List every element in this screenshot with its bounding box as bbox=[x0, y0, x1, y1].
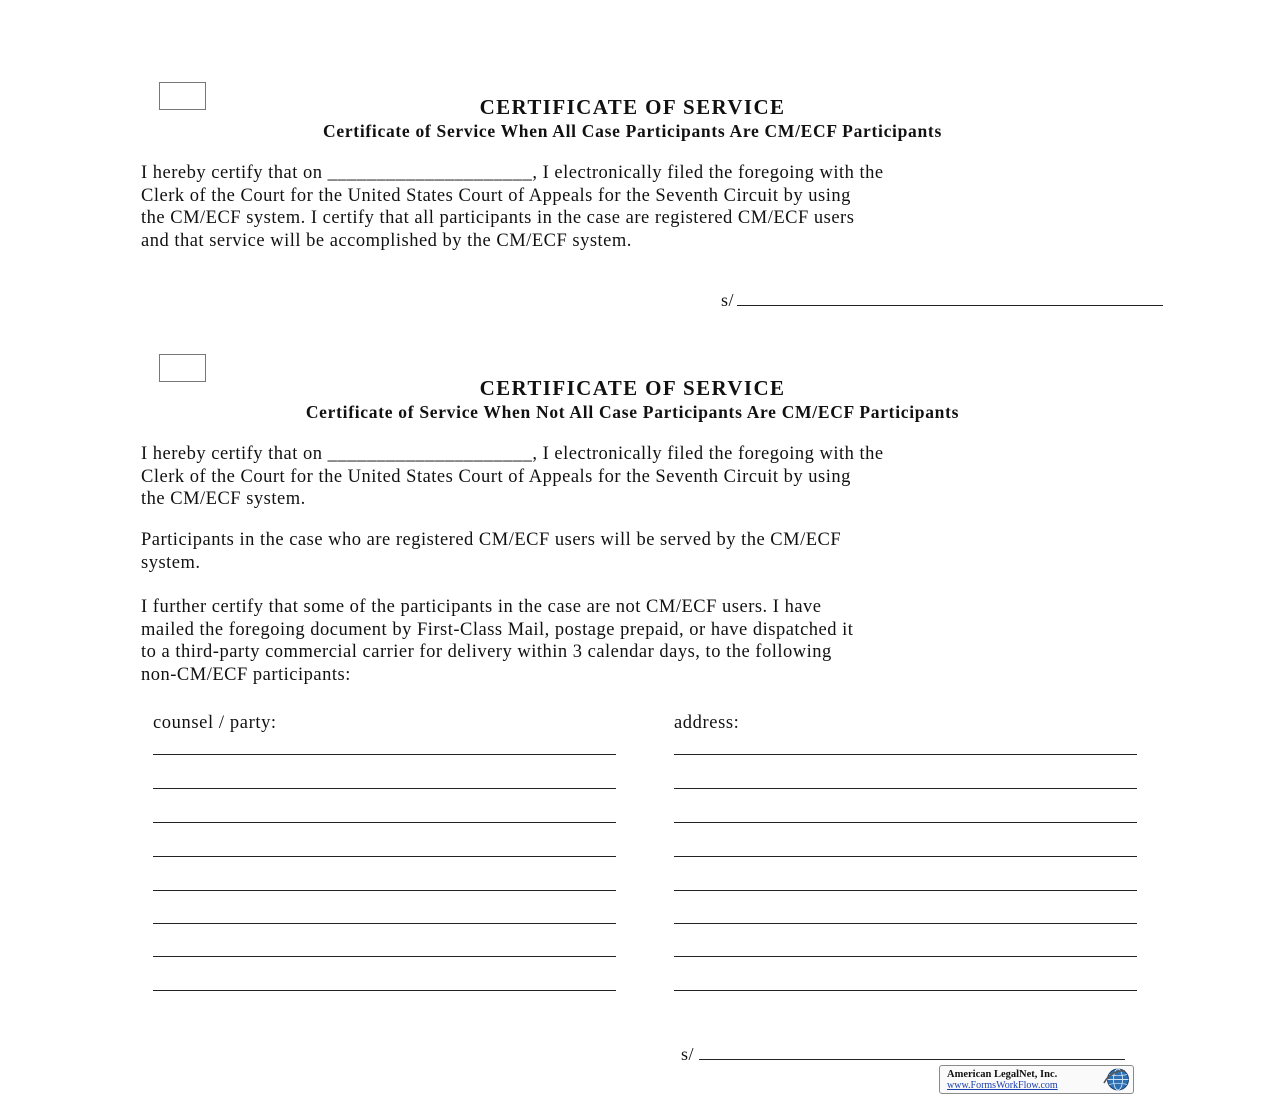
section2-paragraph-1 bbox=[141, 443, 1151, 511]
paragraph-line: to a third-party commercial carrier for delivery within 3 calendar days, to the following bbox=[141, 642, 832, 662]
section1-title: CERTIFICATE OF SERVICE bbox=[479, 95, 786, 119]
globe-icon bbox=[1101, 1067, 1131, 1092]
address-line[interactable] bbox=[674, 754, 1137, 755]
section2-paragraph-2 bbox=[141, 529, 1151, 574]
paragraph-line: I further certify that some of the participants in the case are not CM/ECF users. I have bbox=[141, 597, 822, 617]
address-line[interactable] bbox=[674, 890, 1137, 891]
paragraph-line: and that service will be accomplished by the CM/ECF system. bbox=[141, 230, 632, 251]
address-line[interactable] bbox=[674, 956, 1137, 957]
section2-signature-label: s/ bbox=[681, 1044, 695, 1064]
address-line[interactable] bbox=[674, 822, 1137, 823]
paragraph-line: the CM/ECF system. bbox=[141, 489, 306, 509]
paragraph-line: system. bbox=[141, 552, 201, 573]
badge-url-link[interactable]: www.FormsWorkFlow.com bbox=[947, 1080, 1058, 1091]
counsel-party-line[interactable] bbox=[153, 822, 616, 823]
paragraph-line: Clerk of the Court for the United States Court of Appeals for the Seventh Circuit by using bbox=[141, 466, 851, 487]
section1-subtitle: Certificate of Service When All Case Participants Are CM/ECF Participants bbox=[323, 121, 942, 141]
section2-signature-line[interactable] bbox=[699, 1059, 1125, 1060]
counsel-party-line[interactable] bbox=[153, 990, 616, 991]
paragraph-line: Clerk of the Court for the United States Court of Appeals for the Seventh Circuit by using bbox=[141, 185, 851, 206]
paragraph-line: I hereby certify that on _____________________, I electronically filed the foregoing with the bbox=[141, 163, 884, 183]
paragraph-line: the CM/ECF system. I certify that all participants in the case are registered CM/ECF users bbox=[141, 208, 855, 228]
section1-signature-line[interactable] bbox=[737, 305, 1163, 306]
address-line[interactable] bbox=[674, 923, 1137, 924]
counsel-party-line[interactable] bbox=[153, 923, 616, 924]
counsel-party-line[interactable] bbox=[153, 788, 616, 789]
section1-paragraph bbox=[141, 162, 1151, 252]
badge-company-name: American LegalNet, Inc. bbox=[947, 1069, 1058, 1080]
paragraph-line: mailed the foregoing document by First-Class Mail, postage prepaid, or have dispatched it bbox=[141, 619, 854, 640]
counsel-party-label: counsel / party: bbox=[153, 713, 277, 733]
paragraph-line: Participants in the case who are registered CM/ECF users will be served by the CM/ECF bbox=[141, 530, 842, 550]
paragraph-line: I hereby certify that on _____________________, I electronically filed the foregoing with the bbox=[141, 444, 884, 464]
counsel-party-line[interactable] bbox=[153, 890, 616, 891]
american-legalnet-badge[interactable] bbox=[939, 1065, 1134, 1094]
address-line[interactable] bbox=[674, 788, 1137, 789]
address-label: address: bbox=[674, 713, 740, 733]
counsel-party-line[interactable] bbox=[153, 956, 616, 957]
section2-title: CERTIFICATE OF SERVICE bbox=[479, 376, 786, 400]
section1-signature-label: s/ bbox=[721, 290, 735, 310]
paragraph-line: non-CM/ECF participants: bbox=[141, 664, 351, 685]
address-line[interactable] bbox=[674, 990, 1137, 991]
section2-paragraph-3 bbox=[141, 596, 1151, 686]
counsel-party-line[interactable] bbox=[153, 754, 616, 755]
section2-subtitle: Certificate of Service When Not All Case Participants Are CM/ECF Participants bbox=[305, 402, 960, 422]
counsel-party-line[interactable] bbox=[153, 856, 616, 857]
address-line[interactable] bbox=[674, 856, 1137, 857]
